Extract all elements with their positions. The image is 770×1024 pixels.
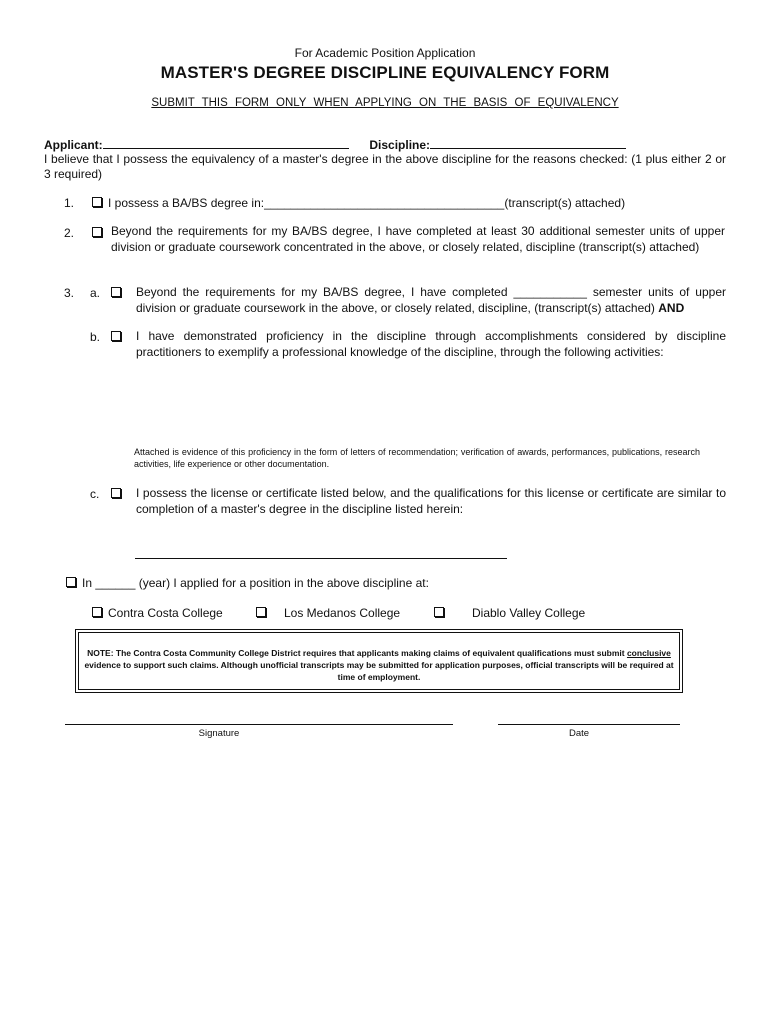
college-option-2[interactable] [256,606,400,620]
college-3-checkbox[interactable] [434,607,444,617]
intro-text: I believe that I possess the equivalency of a master's degree in the above discipline for the reasons checked: (1 plus either 2 or 3 required) [44,152,726,181]
college-1-checkbox[interactable] [92,607,102,617]
note-text [79,633,679,683]
item-2-checkbox-wrap [92,226,108,240]
college-option-1[interactable] [92,606,223,620]
applicant-row [44,136,626,152]
item-3c-text: I possess the license or certificate listed below, and the qualifications for this license or certificate are similar to completion of a master's degree in the discipline listed herein: [136,486,726,516]
note-suffix: evidence to support such claims. Although unofficial transcripts may be submitted for application purposes, official transcripts will be required at time of employment. [84,660,674,682]
year-field[interactable]: ______ [95,576,136,590]
item-3a-text-after: semester units of upper division or graduate coursework in the above, or closely related, discipline, (transcript(s) attached) [136,285,727,315]
item-3a-and: AND [658,301,685,315]
item-3-number: 3. [64,286,75,300]
item-1-number: 1. [64,196,75,210]
discipline-field[interactable] [430,136,626,149]
item-1-text-after: (transcript(s) attached) [504,196,626,210]
item-3a-checkbox-wrap [111,286,127,300]
form-supertitle: For Academic Position Application [294,46,476,60]
college-1-label: Contra Costa College [108,606,223,620]
college-2-label: Los Medanos College [284,606,401,620]
item-3a-checkbox[interactable] [111,287,121,297]
college-option-3[interactable] [434,606,585,620]
item-3c-checkbox-wrap [111,487,127,501]
degree-field[interactable]: ____________________________________ [264,196,505,210]
item-3b-checkbox-wrap [111,330,127,344]
discipline-label: Discipline: [369,138,431,152]
item-2-text: Beyond the requirements for my BA/BS degree, I have completed at least 30 additional semester units of upper division or graduate coursework concentrated in the above, or closely related, discipline (transcript(s) attached) [111,224,725,254]
applicant-field[interactable] [103,136,349,149]
license-field[interactable] [135,558,507,559]
date-label: Date [568,728,590,739]
item-1-text-before: I possess a BA/BS degree in: [108,196,265,210]
applied-text: (year) I applied for a position in the above discipline at: [138,576,429,590]
item-3a-text [136,284,726,316]
applied-row [66,576,429,590]
item-1 [92,196,732,210]
college-2-checkbox[interactable] [256,607,266,617]
form-title: MASTER'S DEGREE DISCIPLINE EQUIVALENCY FORM [160,63,610,82]
item-3c-checkbox[interactable] [111,488,121,498]
item-3a-text-before: Beyond the requirements for my BA/BS degree, I have completed [136,285,508,299]
item-3b-label: b. [90,330,101,344]
units-field[interactable]: ___________ [513,285,587,299]
item-2-number: 2. [64,226,75,240]
college-3-label: Diablo Valley College [472,606,586,620]
signature-label: Signature [198,728,240,739]
signature-field[interactable] [65,724,453,725]
applied-in-label: In [82,576,93,590]
note-box [78,632,680,690]
date-field[interactable] [498,724,680,725]
item-2-checkbox[interactable] [92,227,102,237]
evidence-note: Attached is evidence of this proficiency in the form of letters of recommendation; verification of awards, performances, publications, research activities, life experience or other documentation. [134,447,700,469]
item-1-checkbox[interactable] [92,197,102,207]
item-3b-text: I have demonstrated proficiency in the discipline through accomplishments considered by discipline practitioners to exemplify a professional knowledge of the discipline, through the following activities: [136,329,726,359]
item-3c-label: c. [90,487,100,501]
note-emphasis: conclusive [626,648,671,658]
item-3a-label: a. [90,286,101,300]
item-3b-checkbox[interactable] [111,331,121,341]
applicant-label: Applicant: [44,138,103,152]
form-subtitle: SUBMIT THIS FORM ONLY WHEN APPLYING ON THE BASIS OF EQUIVALENCY [151,97,619,109]
note-prefix: NOTE: The Contra Costa Community College District requires that applicants making claims of equivalent qualifications must submit [87,648,625,658]
applied-checkbox[interactable] [66,577,76,587]
